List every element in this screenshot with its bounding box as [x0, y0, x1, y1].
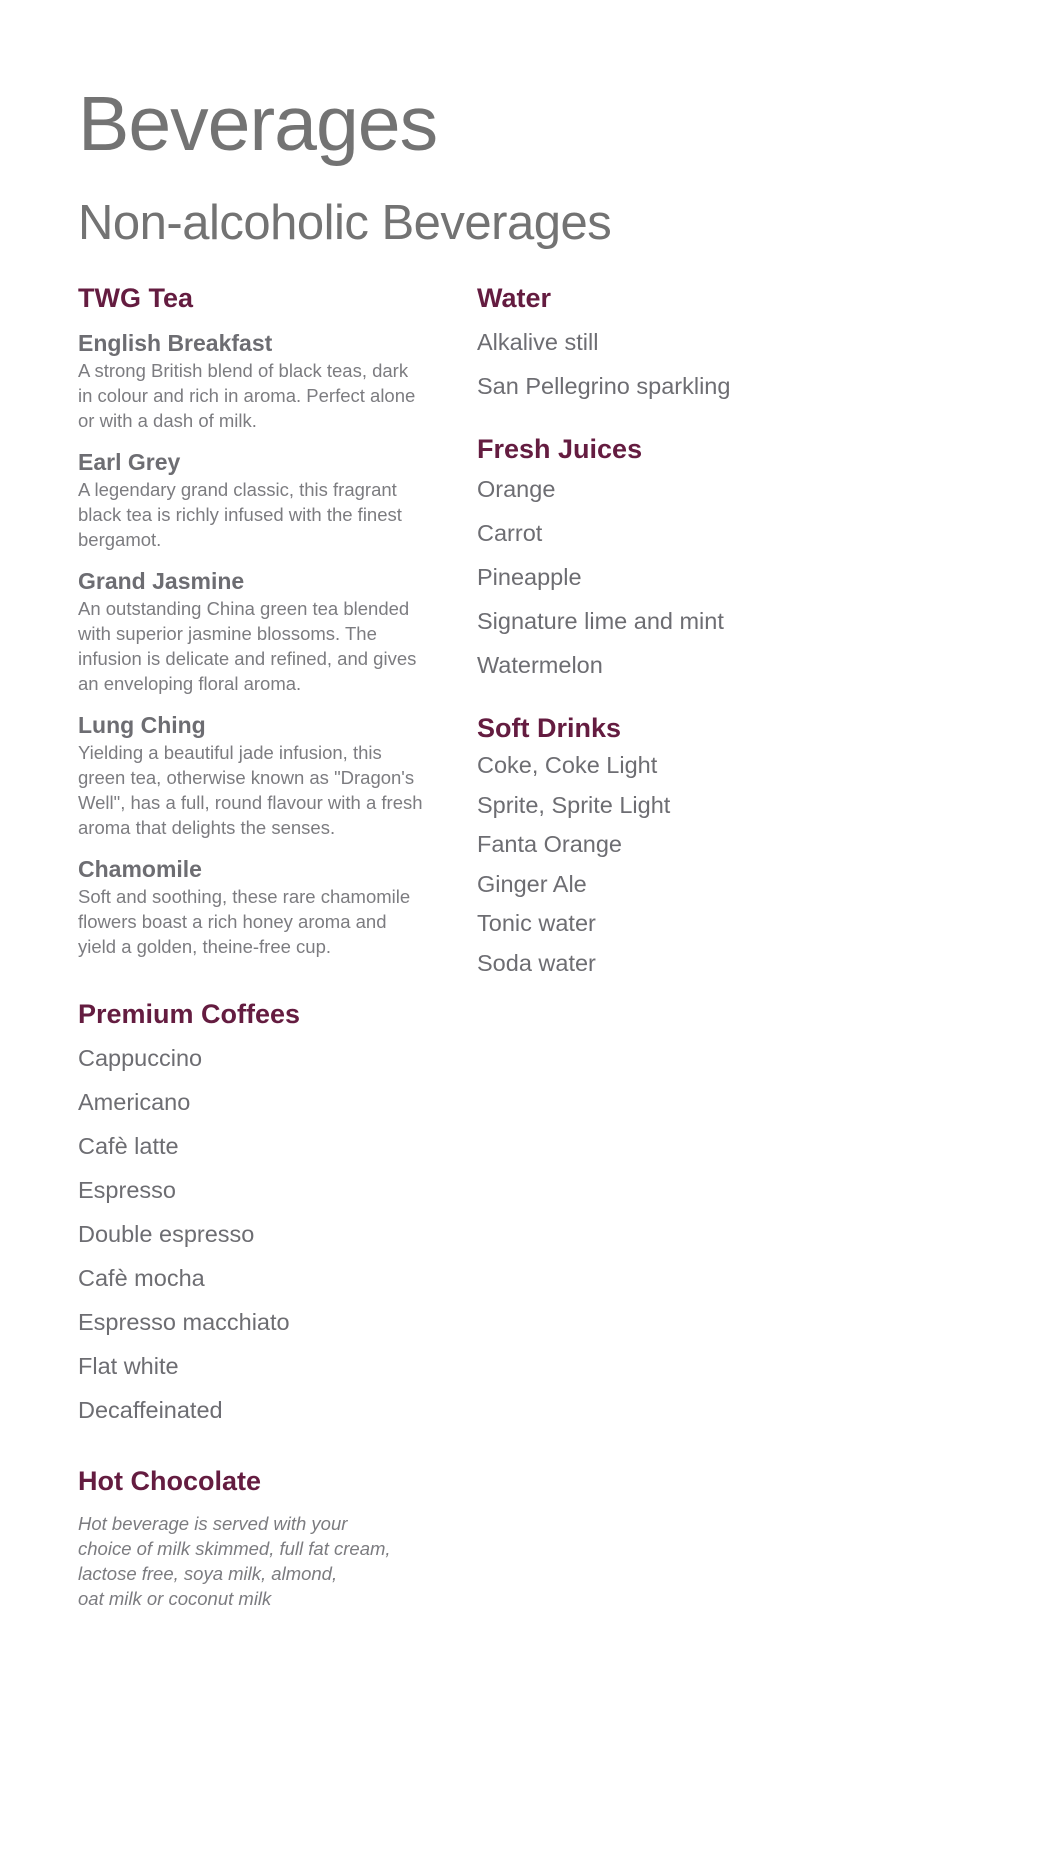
- tea-name: Earl Grey: [78, 449, 181, 475]
- tea-heading: TWG Tea: [78, 283, 194, 313]
- juices-section: [477, 434, 937, 687]
- hot-chocolate-note: [78, 1511, 423, 1611]
- left-column: [78, 283, 423, 1611]
- list-item: Espresso: [78, 1177, 176, 1203]
- water-list: [477, 320, 937, 408]
- tea-description: Soft and soothing, these rare chamomile flowers boast a rich honey aroma and yield a golden, theine-free cup.: [78, 886, 411, 957]
- list-item: Cappuccino: [78, 1045, 203, 1071]
- list-item: Signature lime and mint: [477, 608, 724, 634]
- tea-description: A legendary grand classic, this fragrant black tea is richly infused with the finest bergamot.: [78, 479, 402, 550]
- list-item: Pineapple: [477, 564, 582, 590]
- list-item: Double espresso: [78, 1221, 255, 1247]
- right-column: [477, 283, 937, 983]
- list-item: Watermelon: [477, 652, 603, 678]
- water-heading: Water: [477, 283, 552, 313]
- tea-item: [78, 447, 423, 552]
- tea-name: English Breakfast: [78, 330, 273, 356]
- juices-list: [477, 467, 937, 687]
- list-item: Espresso macchiato: [78, 1309, 290, 1335]
- tea-name: Lung Ching: [78, 712, 206, 738]
- tea-description: An outstanding China green tea blended with superior jasmine blossoms. The infusion is delicate and refined, and gives an enveloping floral aroma.: [78, 598, 417, 694]
- list-item: Alkalive still: [477, 329, 599, 355]
- list-item: Flat white: [78, 1353, 179, 1379]
- list-item: Tonic water: [477, 910, 596, 936]
- page-subtitle: Non-alcoholic Beverages: [78, 196, 612, 250]
- hot-chocolate-heading: Hot Chocolate: [78, 1466, 262, 1496]
- list-item: Soda water: [477, 949, 596, 976]
- tea-name: Chamomile: [78, 856, 202, 882]
- list-item: Decaffeinated: [78, 1397, 223, 1423]
- tea-item: [78, 566, 423, 696]
- coffee-section: [78, 999, 423, 1432]
- note-line: oat milk or coconut milk: [78, 1588, 272, 1609]
- water-section: [477, 283, 937, 408]
- note-line: lactose free, soya milk, almond,: [78, 1563, 338, 1584]
- hot-chocolate-section: [78, 1466, 423, 1611]
- note-line: Hot beverage is served with your: [78, 1513, 348, 1534]
- list-item: Americano: [78, 1089, 191, 1115]
- list-item: San Pellegrino sparkling: [477, 373, 731, 399]
- soft-drinks-section: [477, 713, 937, 983]
- note-line: choice of milk skimmed, full fat cream,: [78, 1538, 391, 1559]
- coffee-heading: Premium Coffees: [78, 999, 301, 1029]
- list-item: Sprite, Sprite Light: [477, 791, 671, 818]
- list-item: Cafè latte: [78, 1133, 179, 1159]
- list-item: Coke, Coke Light: [477, 752, 658, 778]
- coffee-list: [78, 1036, 423, 1432]
- juices-heading: Fresh Juices: [477, 434, 643, 464]
- list-item: Fanta Orange: [477, 831, 623, 857]
- tea-item: [78, 854, 423, 959]
- list-item: Orange: [477, 476, 556, 502]
- page-title: Beverages: [78, 81, 438, 167]
- list-item: Carrot: [477, 520, 543, 546]
- tea-item: [78, 710, 423, 840]
- soft-drinks-list: [477, 746, 937, 983]
- soft-drinks-heading: Soft Drinks: [477, 713, 622, 743]
- tea-name: Grand Jasmine: [78, 568, 245, 594]
- tea-item: [78, 328, 423, 433]
- tea-section: [78, 283, 423, 959]
- list-item: Ginger Ale: [477, 870, 587, 897]
- tea-description: A strong British blend of black teas, dark in colour and rich in aroma. Perfect alone or with a dash of milk.: [78, 360, 416, 431]
- list-item: Cafè mocha: [78, 1265, 205, 1291]
- tea-description: Yielding a beautiful jade infusion, this green tea, otherwise known as "Dragon's Well", has a full, round flavour with a fresh aroma that delights the senses.: [78, 742, 423, 838]
